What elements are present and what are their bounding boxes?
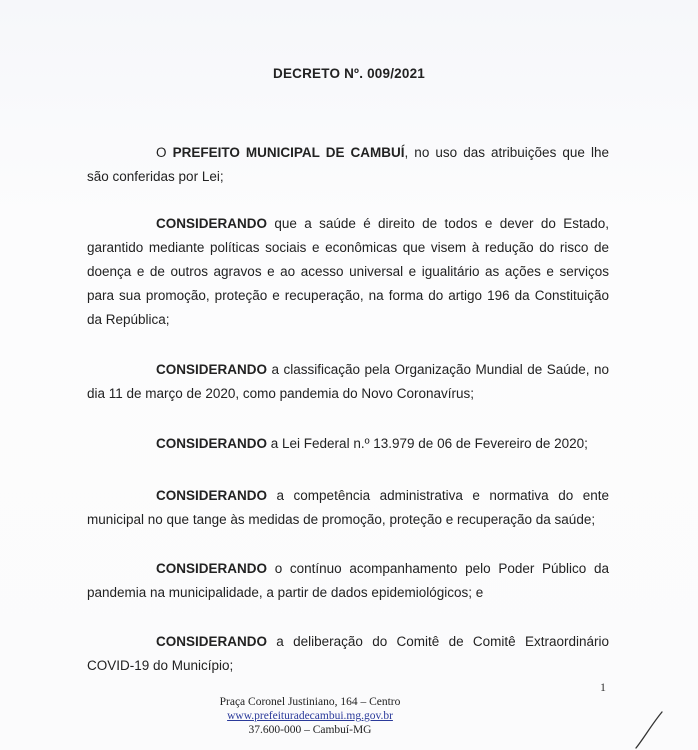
footer-website-link[interactable]: www.prefeituradecambui.mg.gov.br	[227, 710, 393, 722]
considerando-paragraph	[87, 484, 609, 532]
footer-address: Praça Coronel Justiniano, 164 – Centro	[219, 696, 401, 708]
considerando-text: que a saúde é direito de todos e dever do Estado, garantido mediante políticas sociais e econômicas que visem à redução do risco de doença e de outros agravos e ao acesso universal e igualitário as ações e serviços para sua promoção, proteção e recuperação, na forma do artigo 196 da Constituição da República;	[87, 216, 609, 327]
page-number: 1	[600, 680, 606, 694]
considerando-keyword: CONSIDERANDO	[156, 436, 268, 451]
opening-rest: , no uso das atribuições que lhe são conferidas por Lei;	[87, 145, 609, 184]
footer-cep-city: 37.600-000 – Cambuí-MG	[248, 724, 372, 736]
considerando-keyword: CONSIDERANDO	[156, 488, 268, 503]
considerando-paragraph	[87, 630, 609, 678]
considerando-paragraph	[87, 358, 609, 406]
decree-title: DECRETO Nº. 009/2021	[273, 66, 425, 81]
opening-paragraph	[87, 141, 609, 189]
considerando-keyword: CONSIDERANDO	[156, 362, 268, 377]
considerando-text: a classificação pela Organização Mundial de Saúde, no dia 11 de março de 2020, como pandemia do Novo Coronavírus;	[87, 362, 609, 401]
considerando-paragraph	[87, 557, 609, 605]
letterhead-footer	[160, 695, 460, 737]
considerando-paragraph	[87, 212, 609, 332]
considerando-keyword: CONSIDERANDO	[156, 216, 268, 231]
considerando-text: o contínuo acompanhamento pelo Poder Público da pandemia na municipalidade, a partir de dados epidemiológicos; e	[87, 561, 609, 600]
opening-lead: O	[156, 145, 173, 160]
considerando-text: a deliberação do Comitê de Comitê Extraordinário COVID-19 do Município;	[87, 634, 609, 673]
considerando-keyword: CONSIDERANDO	[156, 561, 268, 576]
signature-mark	[632, 710, 672, 750]
considerando-text: a Lei Federal n.º 13.979 de 06 de Fevereiro de 2020;	[267, 436, 588, 451]
considerando-text: a competência administrativa e normativa do ente municipal no que tange às medidas de promoção, proteção e recuperação da saúde;	[87, 488, 609, 527]
cropped-header-text	[0, 0, 698, 7]
opening-mayor-title: PREFEITO MUNICIPAL DE CAMBUÍ	[172, 145, 405, 160]
considerando-paragraph	[87, 432, 609, 456]
considerando-keyword: CONSIDERANDO	[156, 634, 268, 649]
